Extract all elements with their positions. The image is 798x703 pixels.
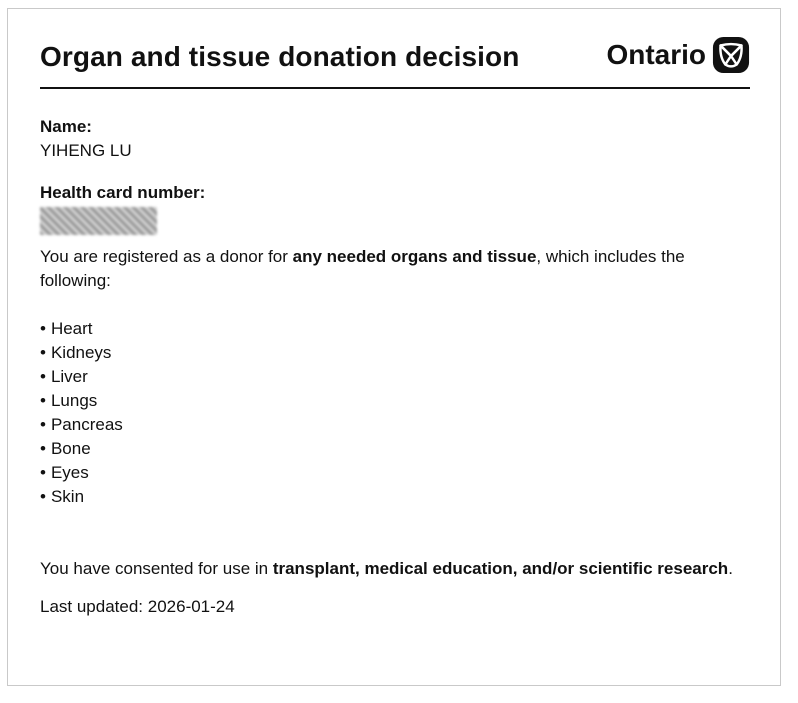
card-content [40,115,755,619]
list-item: • Heart [40,317,755,341]
page-title: Organ and tissue donation decision [40,41,520,72]
brand-wordmark: Ontario [606,39,706,70]
registration-suffix: , which includes the following: [40,247,685,290]
donation-decision-card [7,8,781,686]
list-item: • Kidneys [40,341,755,365]
last-updated: Last updated: 2026-01-24 [40,597,235,616]
list-item: • Lungs [40,389,755,413]
ontario-logo [606,36,750,74]
registration-prefix: You are registered as a donor for [40,247,293,266]
organ-list [40,317,755,509]
ontario-trillium-icon [712,36,750,74]
name-value: YIHENG LU [40,141,132,160]
list-item: • Bone [40,437,755,461]
list-item: • Pancreas [40,413,755,437]
list-item: • Liver [40,365,755,389]
list-item: • Eyes [40,461,755,485]
consent-emphasis: transplant, medical education, and/or scientific research [272,559,729,578]
consent-prefix: You have consented for use in [40,559,273,578]
card-header [40,33,750,89]
consent-suffix: . [728,559,733,578]
consent-statement [40,557,755,581]
list-item: • Skin [40,485,755,509]
registration-emphasis: any needed organs and tissue [292,247,537,266]
name-label: Name: [40,117,92,136]
registration-statement [40,245,755,293]
health-card-number-redacted [40,207,157,235]
health-card-label: Health card number: [40,183,206,202]
